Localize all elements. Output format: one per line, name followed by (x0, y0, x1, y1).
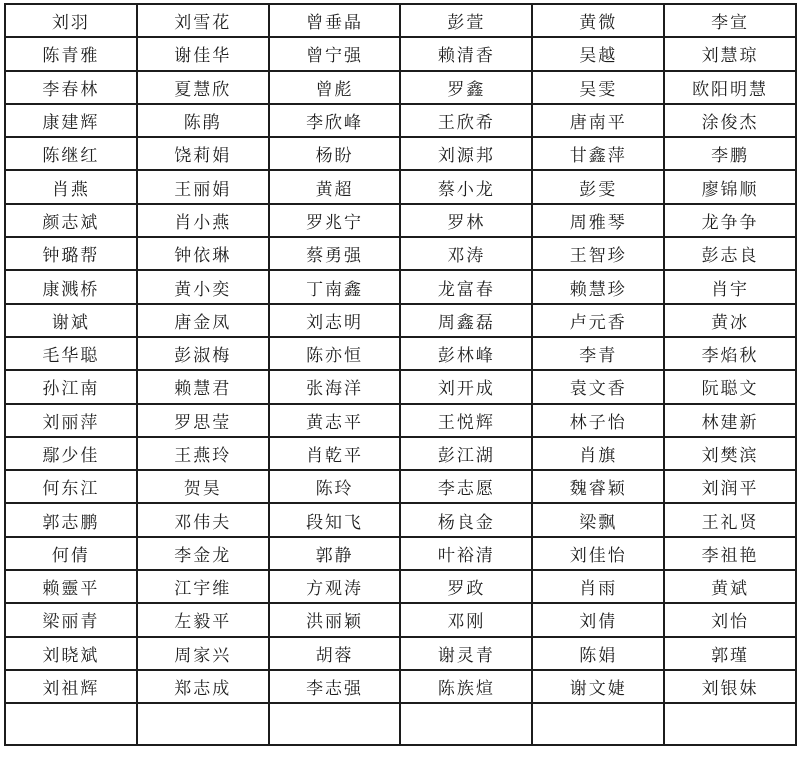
name-cell: 肖雨 (532, 570, 664, 603)
table-row (5, 337, 796, 370)
name-cell: 颜志斌 (5, 204, 137, 237)
name-cell: 何倩 (5, 537, 137, 570)
name-cell: 谢灵青 (400, 637, 532, 670)
name-cell: 贺昊 (137, 470, 269, 503)
table-row (5, 370, 796, 403)
name-cell: 蔡勇强 (269, 237, 401, 270)
name-cell: 彭萱 (400, 4, 532, 37)
name-cell: 阮聪文 (664, 370, 796, 403)
name-cell: 周家兴 (137, 637, 269, 670)
name-cell: 陈玲 (269, 470, 401, 503)
name-cell: 邓涛 (400, 237, 532, 270)
name-cell: 邓伟夫 (137, 503, 269, 536)
name-cell: 涂俊杰 (664, 104, 796, 137)
name-cell: 刘祖辉 (5, 670, 137, 703)
name-cell: 曾彪 (269, 71, 401, 104)
name-cell: 孙江南 (5, 370, 137, 403)
empty-cell (5, 703, 137, 745)
table-row (5, 470, 796, 503)
name-cell: 卢元香 (532, 304, 664, 337)
name-cell: 罗政 (400, 570, 532, 603)
name-cell: 刘晓斌 (5, 637, 137, 670)
name-cell: 林子怡 (532, 404, 664, 437)
name-cell: 罗思莹 (137, 404, 269, 437)
name-cell: 谢佳华 (137, 37, 269, 70)
name-cell: 杨良金 (400, 503, 532, 536)
name-cell: 夏慧欣 (137, 71, 269, 104)
table-row (5, 270, 796, 303)
name-cell: 林建新 (664, 404, 796, 437)
name-cell: 郑志成 (137, 670, 269, 703)
name-cell: 江宇维 (137, 570, 269, 603)
table-row (5, 570, 796, 603)
empty-cell (664, 703, 796, 745)
name-cell: 黄微 (532, 4, 664, 37)
name-cell: 甘鑫萍 (532, 137, 664, 170)
name-cell: 刘倩 (532, 603, 664, 636)
table-row (5, 170, 796, 203)
name-cell: 康建辉 (5, 104, 137, 137)
name-cell: 康溅桥 (5, 270, 137, 303)
name-cell: 赖慧珍 (532, 270, 664, 303)
name-cell: 龙富春 (400, 270, 532, 303)
name-cell: 左毅平 (137, 603, 269, 636)
name-cell: 黄超 (269, 170, 401, 203)
name-cell: 刘志明 (269, 304, 401, 337)
name-cell: 鄢少佳 (5, 437, 137, 470)
table-row (5, 37, 796, 70)
name-cell: 吴越 (532, 37, 664, 70)
name-cell: 肖乾平 (269, 437, 401, 470)
name-cell: 郭志鹏 (5, 503, 137, 536)
name-cell: 肖燕 (5, 170, 137, 203)
name-cell: 李鹏 (664, 137, 796, 170)
name-cell: 刘羽 (5, 4, 137, 37)
name-cell: 曾宁强 (269, 37, 401, 70)
name-cell: 彭淑梅 (137, 337, 269, 370)
name-cell: 黄志平 (269, 404, 401, 437)
table-row (5, 670, 796, 703)
name-cell: 袁文香 (532, 370, 664, 403)
name-cell: 肖旗 (532, 437, 664, 470)
name-cell: 钟璐帮 (5, 237, 137, 270)
name-cell: 谢斌 (5, 304, 137, 337)
name-cell: 张海洋 (269, 370, 401, 403)
name-cell: 王悦辉 (400, 404, 532, 437)
name-cell: 廖锦顺 (664, 170, 796, 203)
name-cell: 黄斌 (664, 570, 796, 603)
name-cell: 王智珍 (532, 237, 664, 270)
table-row (5, 204, 796, 237)
name-cell: 李欣峰 (269, 104, 401, 137)
name-cell: 彭雯 (532, 170, 664, 203)
name-cell: 陈青雅 (5, 37, 137, 70)
name-cell: 邓刚 (400, 603, 532, 636)
name-cell: 唐南平 (532, 104, 664, 137)
name-table (4, 3, 797, 746)
name-cell: 郭静 (269, 537, 401, 570)
name-cell: 王礼贤 (664, 503, 796, 536)
name-cell: 刘源邦 (400, 137, 532, 170)
empty-cell (269, 703, 401, 745)
name-cell: 梁丽青 (5, 603, 137, 636)
name-cell: 陈娟 (532, 637, 664, 670)
name-cell: 蔡小龙 (400, 170, 532, 203)
name-cell: 陈亦恒 (269, 337, 401, 370)
table-row (5, 137, 796, 170)
name-cell: 刘雪花 (137, 4, 269, 37)
name-cell: 罗兆宁 (269, 204, 401, 237)
name-cell: 曾垂晶 (269, 4, 401, 37)
name-cell: 李宣 (664, 4, 796, 37)
name-cell: 刘樊滨 (664, 437, 796, 470)
name-roster (4, 3, 797, 746)
name-cell: 方观涛 (269, 570, 401, 603)
name-cell: 王欣希 (400, 104, 532, 137)
name-cell: 刘佳怡 (532, 537, 664, 570)
partial-table-row (5, 703, 796, 745)
table-row (5, 71, 796, 104)
name-cell: 李志强 (269, 670, 401, 703)
name-cell: 彭志良 (664, 237, 796, 270)
table-row (5, 237, 796, 270)
name-cell: 陈鹃 (137, 104, 269, 137)
name-cell: 彭江湖 (400, 437, 532, 470)
name-cell: 周雅琴 (532, 204, 664, 237)
name-cell: 罗鑫 (400, 71, 532, 104)
name-cell: 吴雯 (532, 71, 664, 104)
name-cell: 陈继红 (5, 137, 137, 170)
table-row (5, 437, 796, 470)
name-cell: 段知飞 (269, 503, 401, 536)
name-cell: 钟依琳 (137, 237, 269, 270)
empty-cell (137, 703, 269, 745)
name-cell: 何东江 (5, 470, 137, 503)
name-table-body (5, 4, 796, 745)
name-cell: 李金龙 (137, 537, 269, 570)
name-cell: 刘润平 (664, 470, 796, 503)
table-row (5, 637, 796, 670)
name-cell: 肖小燕 (137, 204, 269, 237)
name-cell: 刘丽萍 (5, 404, 137, 437)
name-cell: 李春林 (5, 71, 137, 104)
name-cell: 刘银妹 (664, 670, 796, 703)
name-cell: 彭林峰 (400, 337, 532, 370)
name-cell: 肖宇 (664, 270, 796, 303)
name-cell: 毛华聪 (5, 337, 137, 370)
name-cell: 陈族煊 (400, 670, 532, 703)
name-cell: 李青 (532, 337, 664, 370)
name-cell: 饶莉娟 (137, 137, 269, 170)
name-cell: 魏睿颖 (532, 470, 664, 503)
name-cell: 刘慧琼 (664, 37, 796, 70)
empty-cell (400, 703, 532, 745)
name-cell: 黄小奕 (137, 270, 269, 303)
table-row (5, 404, 796, 437)
name-cell: 黄冰 (664, 304, 796, 337)
name-cell: 洪丽颖 (269, 603, 401, 636)
empty-cell (532, 703, 664, 745)
table-row (5, 537, 796, 570)
name-cell: 赖清香 (400, 37, 532, 70)
table-row (5, 603, 796, 636)
table-row (5, 503, 796, 536)
table-row (5, 104, 796, 137)
name-cell: 王丽娟 (137, 170, 269, 203)
name-cell: 赖慧君 (137, 370, 269, 403)
name-cell: 王燕玲 (137, 437, 269, 470)
name-cell: 欧阳明慧 (664, 71, 796, 104)
name-cell: 龙争争 (664, 204, 796, 237)
name-cell: 叶裕清 (400, 537, 532, 570)
name-cell: 赖靈平 (5, 570, 137, 603)
name-cell: 梁飘 (532, 503, 664, 536)
name-cell: 唐金凤 (137, 304, 269, 337)
name-cell: 李志愿 (400, 470, 532, 503)
name-cell: 李祖艳 (664, 537, 796, 570)
name-cell: 李焰秋 (664, 337, 796, 370)
name-cell: 刘开成 (400, 370, 532, 403)
table-row (5, 304, 796, 337)
table-row (5, 4, 796, 37)
name-cell: 郭瑾 (664, 637, 796, 670)
name-cell: 谢文婕 (532, 670, 664, 703)
name-cell: 杨盼 (269, 137, 401, 170)
name-cell: 刘怡 (664, 603, 796, 636)
name-cell: 丁南鑫 (269, 270, 401, 303)
name-cell: 罗林 (400, 204, 532, 237)
name-cell: 胡蓉 (269, 637, 401, 670)
name-cell: 周鑫磊 (400, 304, 532, 337)
